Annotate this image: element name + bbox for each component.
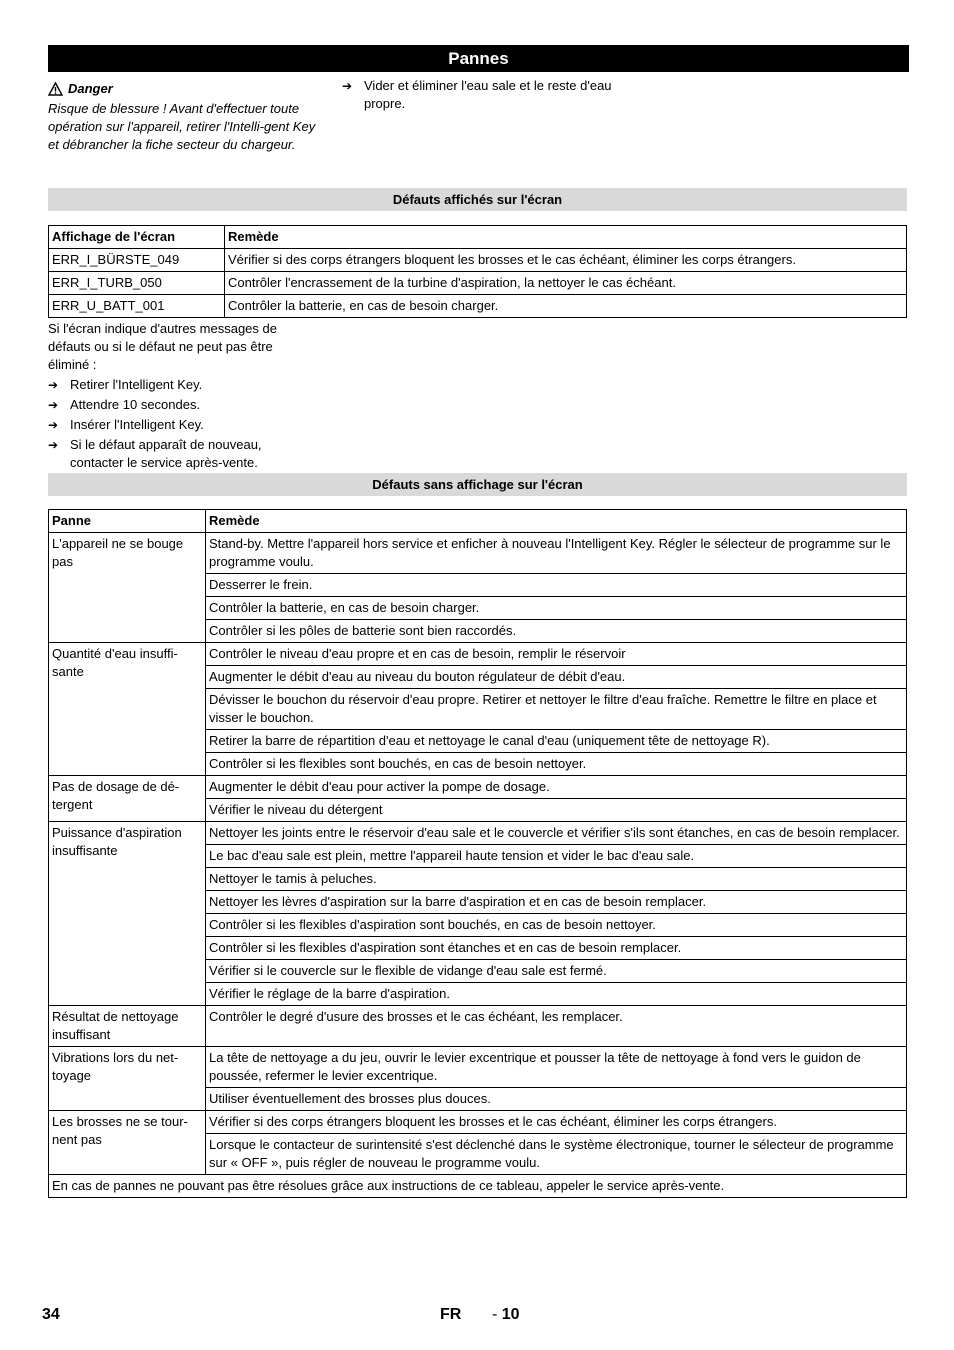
other-messages-note bbox=[48, 320, 310, 472]
column-header-display: Affichage de l'écran bbox=[49, 226, 225, 249]
table-header-row bbox=[49, 226, 907, 249]
danger-label: Danger bbox=[68, 81, 113, 96]
error-code: ERR_I_TURB_050 bbox=[49, 272, 225, 295]
table-row bbox=[49, 822, 907, 845]
error-code: ERR_I_BÜRSTE_049 bbox=[49, 249, 225, 272]
section-page-value: 10 bbox=[501, 1306, 520, 1323]
warning-triangle-icon bbox=[48, 82, 63, 96]
footer-note: En cas de pannes ne pouvant pas être résolues grâce aux instructions de ce tableau, appeler le service après-vente. bbox=[49, 1175, 907, 1198]
error-code: ERR_U_BATT_001 bbox=[49, 295, 225, 318]
remedy-text: Nettoyer le tamis à peluches. bbox=[206, 868, 907, 891]
table-row bbox=[49, 643, 907, 666]
instruction-step bbox=[342, 77, 612, 113]
remedy-text: Augmenter le débit d'eau au niveau du bouton régulateur de débit d'eau. bbox=[206, 666, 907, 689]
danger-warning bbox=[48, 80, 328, 154]
instruction-step-text: Si le défaut apparaît de nouveau, contacter le service après-vente. bbox=[70, 437, 262, 470]
table-footer-row bbox=[49, 1175, 907, 1198]
page-dash: - bbox=[492, 1306, 498, 1323]
instruction-step bbox=[48, 436, 310, 472]
note-text: Si l'écran indique d'autres messages de défauts ou si le défaut ne peut pas être éliminé : bbox=[48, 321, 277, 372]
remedy-text: La tête de nettoyage a du jeu, ouvrir le levier excentrique et pousser la tête de nettoyage à fond vers le guidon de poussée, refermer le levier excentrique. bbox=[206, 1047, 907, 1088]
remedy-text: Contrôler l'encrassement de la turbine d'aspiration, la nettoyer le cas échéant. bbox=[225, 272, 907, 295]
remedy-text: Vérifier si le couvercle sur le flexible de vidange d'eau sale est fermé. bbox=[206, 960, 907, 983]
remedy-text: Vérifier le niveau du détergent bbox=[206, 799, 907, 822]
section-page-number bbox=[492, 1306, 520, 1324]
instruction-step-text: Insérer l'Intelligent Key. bbox=[70, 417, 204, 432]
section-title-displayed-faults: Défauts affichés sur l'écran bbox=[48, 188, 907, 211]
remedy-text: Contrôler si les pôles de batterie sont bien raccordés. bbox=[206, 620, 907, 643]
remedy-text: Desserrer le frein. bbox=[206, 574, 907, 597]
arrow-right-icon: ➔ bbox=[48, 378, 59, 392]
fault-cell: Quantité d'eau insuffi-sante bbox=[49, 643, 206, 776]
instruction-step-text: Vider et éliminer l'eau sale et le reste d'eau propre. bbox=[364, 78, 612, 111]
arrow-right-icon: ➔ bbox=[48, 438, 59, 452]
table-row bbox=[49, 1111, 907, 1134]
table-row bbox=[49, 295, 907, 318]
remedy-text: Dévisser le bouchon du réservoir d'eau propre. Retirer et nettoyer le filtre d'eau fraîche. Remettre le filtre en place et visser le bouchon. bbox=[206, 689, 907, 730]
remedy-text: Contrôler si les flexibles d'aspiration sont étanches et en cas de besoin remplacer. bbox=[206, 937, 907, 960]
remedy-text: Retirer la barre de répartition d'eau et nettoyage le canal d'eau (uniquement tête de nettoyage R). bbox=[206, 730, 907, 753]
remedy-text: Augmenter le débit d'eau pour activer la pompe de dosage. bbox=[206, 776, 907, 799]
remedy-text: Vérifier si des corps étrangers bloquent les brosses et le cas échéant, éliminer les corps étrangers. bbox=[206, 1111, 907, 1134]
page-title: Pannes bbox=[48, 45, 909, 72]
fault-cell: L'appareil ne se bouge pas bbox=[49, 533, 206, 643]
danger-text: Risque de blessure ! Avant d'effectuer toute opération sur l'appareil, retirer l'Intelli-gent Key et débrancher la fiche secteur du chargeur. bbox=[48, 101, 316, 152]
fault-cell: Pas de dosage de dé-tergent bbox=[49, 776, 206, 822]
remedy-text: Utiliser éventuellement des brosses plus douces. bbox=[206, 1088, 907, 1111]
section-title-undisplayed-faults: Défauts sans affichage sur l'écran bbox=[48, 473, 907, 496]
remedy-text: Contrôler le niveau d'eau propre et en cas de besoin, remplir le réservoir bbox=[206, 643, 907, 666]
arrow-right-icon: ➔ bbox=[48, 418, 59, 432]
remedy-text: Le bac d'eau sale est plein, mettre l'appareil haute tension et vider le bac d'eau sale. bbox=[206, 845, 907, 868]
remedy-text: Stand-by. Mettre l'appareil hors service et enficher à nouveau l'Intelligent Key. Régler le sélecteur de programme sur le programme voulu. bbox=[206, 533, 907, 574]
fault-cell: Puissance d'aspiration insuffisante bbox=[49, 822, 206, 1006]
remedy-text: Nettoyer les joints entre le réservoir d'eau sale et le couvercle et vérifier s'ils sont étanches, en cas de besoin remplacer. bbox=[206, 822, 907, 845]
arrow-right-icon: ➔ bbox=[342, 79, 353, 93]
column-header-fault: Panne bbox=[49, 510, 206, 533]
instruction-step bbox=[48, 376, 310, 394]
table-row bbox=[49, 272, 907, 295]
instruction-step bbox=[48, 396, 310, 414]
instruction-step bbox=[48, 416, 310, 434]
table-row bbox=[49, 533, 907, 574]
table-row bbox=[49, 1047, 907, 1088]
instruction-step-text: Attendre 10 secondes. bbox=[70, 397, 201, 412]
remedy-text: Vérifier le réglage de la barre d'aspiration. bbox=[206, 983, 907, 1006]
remedy-text: Contrôler le degré d'usure des brosses et le cas échéant, les remplacer. bbox=[206, 1006, 907, 1047]
table-row bbox=[49, 249, 907, 272]
column-header-remedy: Remède bbox=[206, 510, 907, 533]
instruction-step-text: Retirer l'Intelligent Key. bbox=[70, 377, 203, 392]
fault-cell: Résultat de nettoyage insuffisant bbox=[49, 1006, 206, 1047]
remedy-text: Contrôler la batterie, en cas de besoin charger. bbox=[206, 597, 907, 620]
undisplayed-faults-table bbox=[48, 509, 907, 1198]
fault-cell: Vibrations lors du net-toyage bbox=[49, 1047, 206, 1111]
danger-heading bbox=[48, 80, 328, 98]
fault-cell: Les brosses ne se tour-nent pas bbox=[49, 1111, 206, 1175]
remedy-text: Nettoyer les lèvres d'aspiration sur la barre d'aspiration et en cas de besoin remplacer. bbox=[206, 891, 907, 914]
displayed-faults-table bbox=[48, 225, 907, 318]
table-row bbox=[49, 1006, 907, 1047]
remedy-text: Contrôler si les flexibles sont bouchés, en cas de besoin nettoyer. bbox=[206, 753, 907, 776]
remedy-text: Contrôler si les flexibles d'aspiration sont bouchés, en cas de besoin nettoyer. bbox=[206, 914, 907, 937]
arrow-right-icon: ➔ bbox=[48, 398, 59, 412]
remedy-text: Vérifier si des corps étrangers bloquent les brosses et le cas échéant, éliminer les corps étrangers. bbox=[225, 249, 907, 272]
remedy-text: Contrôler la batterie, en cas de besoin charger. bbox=[225, 295, 907, 318]
page-number: 34 bbox=[42, 1306, 60, 1323]
column-header-remedy: Remède bbox=[225, 226, 907, 249]
table-header-row bbox=[49, 510, 907, 533]
remedy-text: Lorsque le contacteur de surintensité s'est déclenché dans le système électronique, tourner le sélecteur de programme sur « OFF », puis régler de nouveau le programme voulu. bbox=[206, 1134, 907, 1175]
table-row bbox=[49, 776, 907, 799]
language-code: FR bbox=[440, 1306, 462, 1323]
